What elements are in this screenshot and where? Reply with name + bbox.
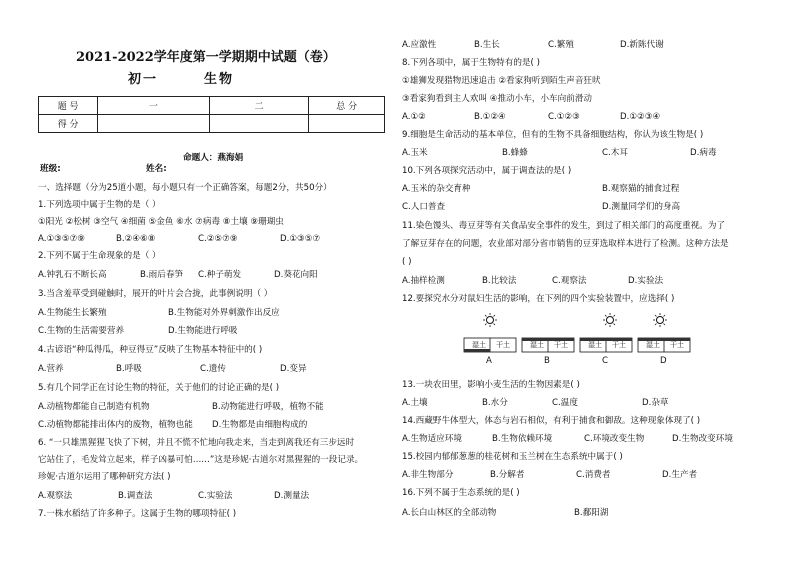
sun-icon <box>603 313 617 327</box>
tray-c-dry-label: 干土 <box>612 341 626 349</box>
option[interactable]: C.②⑤⑦⑨ <box>198 234 238 244</box>
option[interactable]: B.动物能进行呼吸，植物不能 <box>212 402 324 412</box>
option[interactable]: C.动植物都能排出体内的废物，植物也能 <box>38 420 193 430</box>
option[interactable]: A.生物能生长繁殖 <box>38 308 107 318</box>
option-label-a[interactable]: A <box>486 356 492 366</box>
question-15: 15.校园内郁郁葱葱的桂花树和玉兰树在生态系统中属于( ) <box>402 452 623 462</box>
exam-title: 2021-2022学年度第一学期期中试题（卷） <box>76 50 336 65</box>
option[interactable]: D.测量同学们的身高 <box>602 202 681 212</box>
option-label-c[interactable]: C <box>602 356 609 366</box>
question-13: 13.一块农田里，影响小麦生活的生物因素是( ) <box>402 380 580 390</box>
option[interactable]: C.生物的生活需要营养 <box>38 326 125 336</box>
option[interactable]: A.观察法 <box>38 491 73 501</box>
option[interactable]: A.钟乳石不断长高 <box>38 270 107 280</box>
tray-d-wet-label: 湿土 <box>646 341 660 349</box>
option[interactable]: A.①② <box>402 112 426 122</box>
option[interactable]: B.分解者 <box>490 470 525 480</box>
option[interactable]: C.木耳 <box>602 148 628 158</box>
option[interactable]: B.比较法 <box>482 276 517 286</box>
sun-icon <box>653 313 667 327</box>
option[interactable]: D.实验法 <box>628 276 664 286</box>
question-8: 8.下列各项中，属于生物特有的是( ) <box>402 58 540 68</box>
option[interactable]: C.温度 <box>552 398 578 408</box>
question-10: 10.下列各项探究活动中，属于调查法的是( ) <box>402 166 572 176</box>
question-16: 16.下列不属于生态系统的是( ) <box>402 488 520 498</box>
option[interactable]: C.人口普查 <box>402 202 446 212</box>
question-8-items-a: ①雄狮发现猎物迅速追击 ②看家狗听到陌生声音狂吠 <box>402 76 601 86</box>
question-12: 12.要探究水分对鼠妇生活的影响，在下列的四个实验装置中，应选择( ) <box>402 294 675 304</box>
question-6-line3: 珍妮·古道尔运用了哪种研究方法( ) <box>38 472 171 482</box>
option[interactable]: B.蜂蜂 <box>502 148 528 158</box>
question-11-line3: ( ) <box>402 257 412 267</box>
option[interactable]: D.变异 <box>280 364 307 374</box>
score-cell[interactable] <box>209 115 309 133</box>
tray-a-dry-label: 干土 <box>496 341 510 349</box>
option[interactable]: A.动植物都能自己制造有机物 <box>38 402 150 412</box>
option[interactable]: B.②④⑥⑧ <box>116 234 156 244</box>
option[interactable]: B.雨后春笋 <box>140 270 184 280</box>
question-7: 7.一株水稻结了许多种子。这属于生物的哪项特征( ) <box>38 509 237 519</box>
question-8-items-b: ③看家狗看到主人欢叫 ④推动小车，小车向前滑动 <box>402 94 593 104</box>
question-6-line2: 它站住了，毛发耸立起来，样子凶暴可怕……”这是珍妮·古道尔对黑猩猩的一段记录。 <box>38 455 364 465</box>
question-6-line1: 6. “一只雄黑猩猩飞快了下树，并且不慌不忙地向我走来，当走到离我还有三步远时 <box>38 438 355 448</box>
score-header-cell: 二 <box>209 97 309 115</box>
tray-b-dry-label: 干土 <box>554 341 568 349</box>
score-row-label: 得 分 <box>39 115 98 133</box>
option[interactable]: C.繁殖 <box>548 40 574 50</box>
option[interactable]: B.①②④ <box>474 112 506 122</box>
question-2: 2.下列不属于生命现象的是（ ） <box>38 251 161 261</box>
option[interactable]: B.生长 <box>474 40 500 50</box>
option[interactable]: B.生物能对外界刺激作出反应 <box>168 308 280 318</box>
option[interactable]: C.种子萌发 <box>198 270 242 280</box>
question-3: 3.当含羞草受到碰触时，展开的叶片会合拢，此事例说明（ ） <box>38 289 273 299</box>
option[interactable]: C.实验法 <box>198 491 233 501</box>
score-header-cell: 题 号 <box>39 97 98 115</box>
question-14: 14.西藏野牛体型大，体态与岩石相似，有利于捕食和御敌。这种现象体现了( ) <box>402 416 701 426</box>
question-1: 1.下列选项中属于生物的是（ ） <box>38 200 161 210</box>
option[interactable]: B.鄱阳湖 <box>574 508 609 518</box>
option[interactable]: D.杂草 <box>642 398 669 408</box>
question-11-line2: 了解豆芽存在的问题，农业部对部分省市销售的豆芽选取样本进行了检测。这种方法是 <box>402 239 729 249</box>
author-line: 命题人：燕海娟 <box>183 153 244 163</box>
question-9: 9.细胞是生命活动的基本单位，但有的生物不具备细胞结构，你认为该生物是( ) <box>402 130 704 140</box>
option[interactable]: D.葵花向阳 <box>274 270 318 280</box>
option[interactable]: B.水分 <box>482 398 508 408</box>
option[interactable]: C.环境改变生物 <box>584 434 645 444</box>
section-heading: 一、选择题（分为25道小题，每小题只有一个正确答案，每题2分，共50分） <box>38 183 332 193</box>
option[interactable]: C.遗传 <box>200 364 226 374</box>
option[interactable]: B.观察猫的捕食过程 <box>602 184 680 194</box>
option-label-d[interactable]: D <box>660 356 667 366</box>
score-table <box>38 96 385 133</box>
option[interactable]: B.生物依赖环境 <box>492 434 553 444</box>
tray-b-wet-label: 湿土 <box>530 341 544 349</box>
option[interactable]: D.新陈代谢 <box>620 40 664 50</box>
question-5: 5.有几个同学正在讨论生物的特征，关于他们的讨论正确的是( ) <box>38 383 280 393</box>
score-header-cell: 总 分 <box>309 97 385 115</box>
tray-a-wet-label: 湿土 <box>472 341 486 349</box>
option-label-b[interactable]: B <box>544 356 550 366</box>
option[interactable]: A.非生物部分 <box>402 470 454 480</box>
option[interactable]: A.①③⑤⑦⑨ <box>38 234 85 244</box>
question-1-items: ①阳光 ②松树 ③空气 ④细菌 ⑤金鱼 ⑥水 ⑦病毒 ⑧土壤 ⑨珊瑚虫 <box>38 217 284 227</box>
option[interactable]: D.生物改变环境 <box>672 434 733 444</box>
option[interactable]: C.①②③ <box>548 112 580 122</box>
question-4: 4.古谚语“种瓜得瓜，种豆得豆”反映了生物基本特征中的( ) <box>38 345 263 355</box>
option[interactable]: A.玉米 <box>402 148 428 158</box>
option[interactable]: C.消费者 <box>576 470 611 480</box>
option[interactable]: B.呼吸 <box>116 364 142 374</box>
option[interactable]: A.长白山林区的全部动物 <box>402 508 497 518</box>
option[interactable]: A.玉米的杂交育种 <box>402 184 471 194</box>
option[interactable]: D.①②③④ <box>620 112 661 122</box>
option[interactable]: D.生物能进行呼吸 <box>168 326 238 336</box>
tray-d-dry-label: 干土 <box>670 341 684 349</box>
score-cell[interactable] <box>309 115 385 133</box>
option[interactable]: D.生物都是由细胞构成的 <box>212 420 308 430</box>
tray-c-wet-label: 湿土 <box>588 341 602 349</box>
subject-label: 生物 <box>204 72 235 87</box>
option[interactable]: A.生物适应环境 <box>402 434 463 444</box>
option[interactable]: B.调查法 <box>118 491 153 501</box>
grade-label: 初一 <box>128 72 159 87</box>
option[interactable]: D.测量法 <box>274 491 310 501</box>
question-11-line1: 11.染色馒头、毒豆芽等有关食品安全事件的发生，到过了相关部门的高度重视。为了 <box>402 221 726 231</box>
name-label: 姓名: <box>146 164 167 174</box>
option[interactable]: C.观察法 <box>552 276 587 286</box>
option[interactable]: A.应激性 <box>402 40 437 50</box>
option[interactable]: A.土壤 <box>402 398 428 408</box>
option[interactable]: A.营养 <box>38 364 64 374</box>
score-cell[interactable] <box>98 115 209 133</box>
class-label: 班级: <box>40 164 61 174</box>
option[interactable]: D.①③⑤⑦ <box>280 234 321 244</box>
option[interactable]: A.抽样检测 <box>402 276 445 286</box>
option[interactable]: D.生产者 <box>662 470 698 480</box>
sun-icon <box>483 313 497 327</box>
score-header-cell: 一 <box>98 97 209 115</box>
option[interactable]: D.病毒 <box>690 148 717 158</box>
